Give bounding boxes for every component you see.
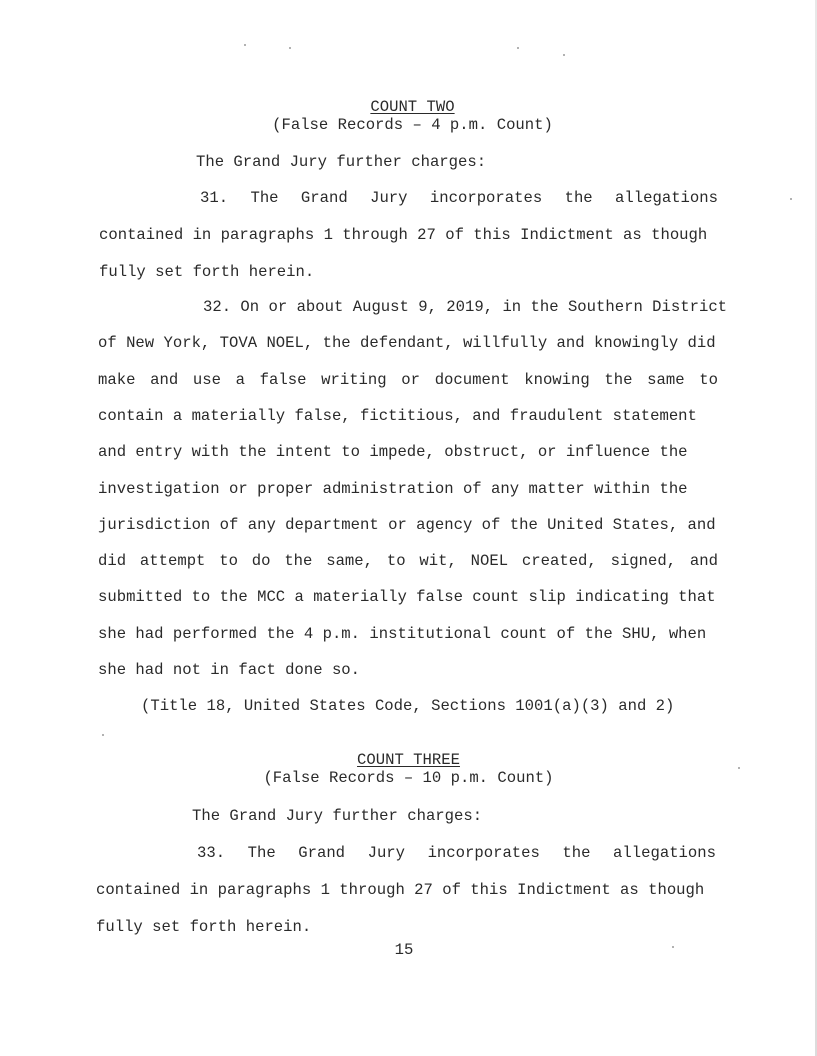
paragraph-32-line: she had performed the 4 p.m. institutional count of the SHU, when [98,625,707,643]
paragraph-32-line: did attempt to do the same, to wit, NOEL created, signed, and [98,552,718,570]
count-three-title: COUNT THREE [357,751,460,769]
paragraph-33-line: 33. The Grand Jury incorporates the allegations [197,844,716,862]
page-number: 15 [394,941,414,959]
count-three-intro: The Grand Jury further charges: [192,807,483,825]
paragraph-32-line: investigation or proper administration of any matter within the [98,480,688,498]
paragraph-32-line: jurisdiction of any department or agency of the United States, and [98,516,716,534]
count-two-subtitle: (False Records – 4 p.m. Count) [272,116,553,134]
count-two-intro: The Grand Jury further charges: [196,153,487,171]
paragraph-32-line: 32. On or about August 9, 2019, in the Southern District [203,298,728,316]
paragraph-32-line: she had not in fact done so. [98,661,361,679]
count-two-citation: (Title 18, United States Code, Sections 1001(a)(3) and 2) [141,697,675,715]
paragraph-32-line: and entry with the intent to impede, obstruct, or influence the [98,443,688,461]
scan-speck [738,767,740,769]
paragraph-32-line: submitted to the MCC a materially false count slip indicating that [98,588,716,606]
scan-speck [244,44,246,46]
paragraph-33-line: contained in paragraphs 1 through 27 of this Indictment as though [96,881,705,899]
scan-speck [563,54,565,56]
count-two-title: COUNT TWO [370,98,455,116]
count-three-subtitle: (False Records – 10 p.m. Count) [263,769,554,787]
scan-speck [517,47,519,49]
paragraph-31-line: 31. The Grand Jury incorporates the allegations [200,189,718,207]
scan-speck [289,47,291,49]
paragraph-31-line: contained in paragraphs 1 through 27 of this Indictment as though [99,226,708,244]
paragraph-32-line: contain a materially false, fictitious, and fraudulent statement [98,407,697,425]
paragraph-32-line: make and use a false writing or document knowing the same to [98,371,718,389]
scan-speck [102,734,104,736]
paragraph-31-line: fully set forth herein. [99,263,315,281]
paragraph-32-line: of New York, TOVA NOEL, the defendant, willfully and knowingly did [98,334,716,352]
scan-speck [790,198,792,200]
paragraph-33-line: fully set forth herein. [96,918,312,936]
scan-speck [672,946,674,948]
